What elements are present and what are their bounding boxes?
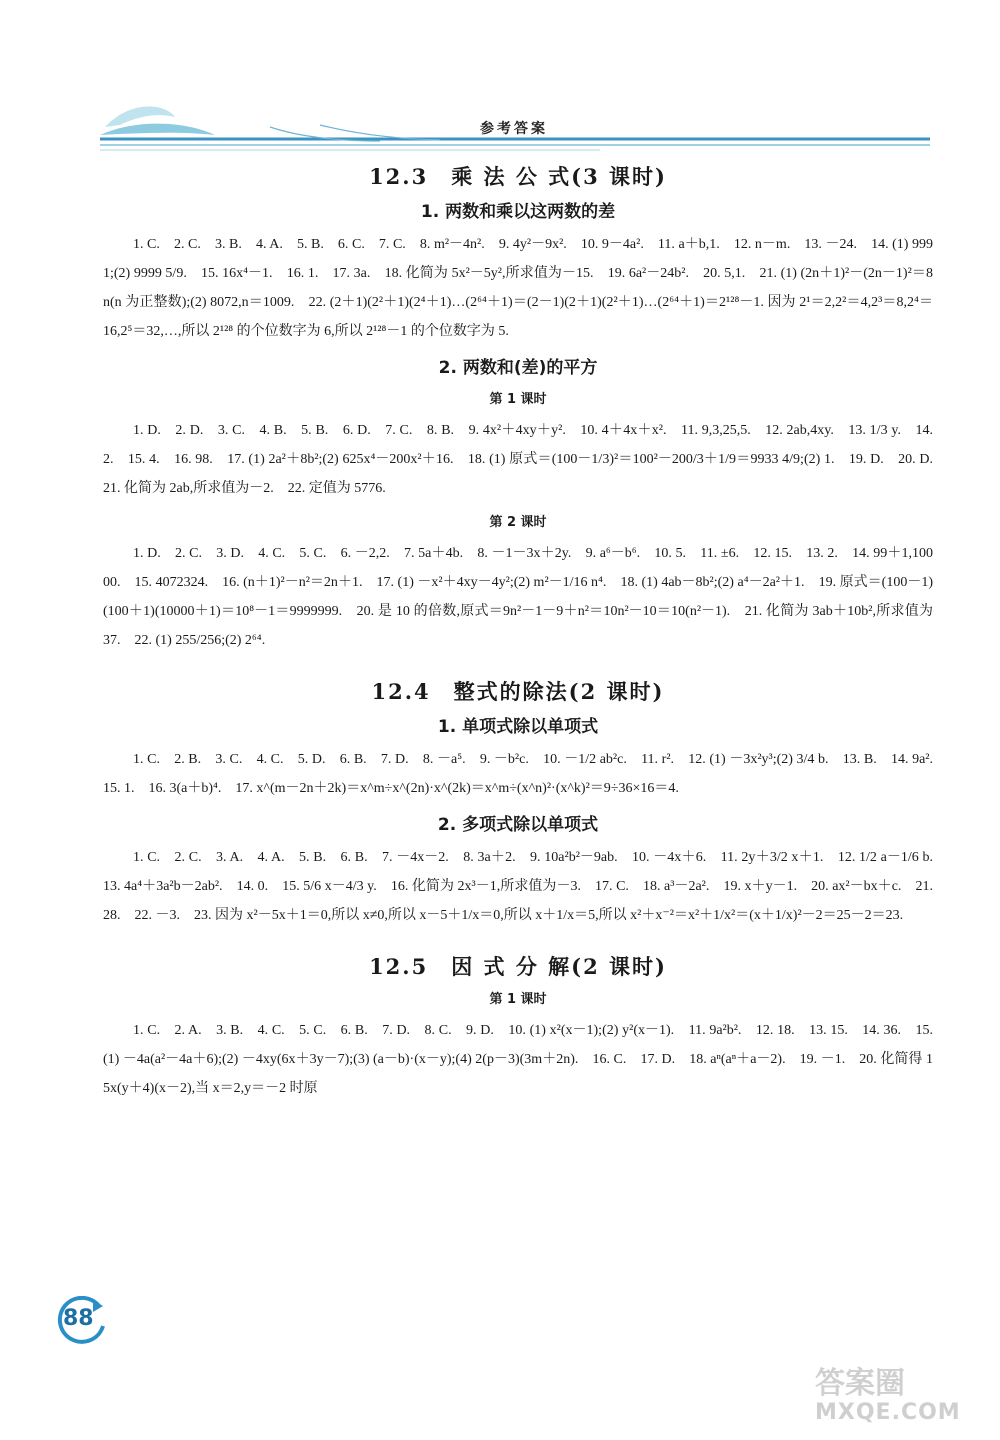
lesson-label: 第 1 课时 (489, 392, 547, 407)
answer-content (103, 162, 947, 1103)
header-title: 参考答案 (480, 121, 548, 137)
answer-paragraph: 1. D. 2. C. 3. D. 4. C. 5. C. 6. －2,2. 7. 5a＋4b. 8. －1－3x＋2y. 9. a⁶－b⁶. 10. 5. 11. ±6. 12. 15. 13. 2. 14. 99＋1,10000. 15. 4072324. 16. (n＋1)²－n²＝2n＋1. 17. (1) －x²＋4xy－4y²;(2) m²－1/16 n⁴. 18. (1) 4ab－8b²;(2) a⁴－2a²＋1. 19. 原式＝(100－1)(100＋1)(10000＋1)＝10⁸－1＝9999999. 20. 是 10 的倍数,原式＝9n²－1－9＋n²＝10n²－10＝10(n²－1). 21. 化简为 3ab＋10b²,所求值为 37. 22. (1) 255/256;(2) 2⁶⁴. (103, 546, 933, 648)
answer-paragraph: 1. C. 2. B. 3. C. 4. C. 5. D. 6. B. 7. D. 8. －a⁵. 9. －b²c. 10. －1/2 ab²c. 11. r². 12. (1) －3x²y³;(2) 3/4 b. 13. B. 14. 9a². 15. 1. 16. 3(a＋b)⁴. 17. x^(m－2n＋2k)＝x^m÷x^(2n)·x^(2k)＝x^m÷(x^n)²·(x^k)²＝9÷36×16＝4. (103, 752, 947, 796)
answer-paragraph: 1. C. 2. C. 3. B. 4. A. 5. B. 6. C. 7. C. 8. m²－4n². 9. 4y²－9x². 10. 9－4a². 11. a＋b,1. 12. n－m. 13. －24. 14. (1) 9991;(2) 9999 5/9. 15. 16x⁴－1. 16. 1. 17. 3a. 18. 化简为 5x²－5y²,所求值为－15. 19. 6a²－24b². 20. 5,1. 21. (1) (2n＋1)²－(2n－1)²＝8n(n 为正整数);(2) 8072,n＝1009. 22. (2＋1)(2²＋1)(2⁴＋1)…(2⁶⁴＋1)＝(2－1)(2＋1)(2²＋1)…(2⁶⁴＋1)＝2¹²⁸－1. 因为 2¹＝2,2²＝4,2³＝8,2⁴＝16,2⁵＝32,…,所以 2¹²⁸ 的个位数字为 6,所以 2¹²⁸－1 的个位数字为 5. (103, 237, 933, 339)
page-number: 88 (63, 1306, 94, 1331)
answer-paragraph: 1. D. 2. D. 3. C. 4. B. 5. B. 6. D. 7. C. 8. B. 9. 4x²＋4xy＋y². 10. 4＋4x＋x². 11. 9,3,25,5. 12. 2ab,4xy. 13. 1/3 y. 14. 2. 15. 4. 16. 98. 17. (1) 2a²＋8b²;(2) 625x⁴－200x²＋16. 18. (1) 原式＝(100－1/3)²＝100²－200/3＋1/9＝9933 4/9;(2) 1. 19. D. 20. D. 21. 化简为 2ab,所求值为－2. 22. 定值为 5776. (103, 423, 947, 496)
watermark-url: MXQE.COM (815, 1400, 961, 1425)
subsection-title: 2. 多项式除以单项式 (437, 815, 599, 835)
answer-paragraph: 1. C. 2. A. 3. B. 4. C. 5. C. 6. B. 7. D. 8. C. 9. D. 10. (1) x²(x－1);(2) y²(x－1). 11. 9a²b². 12. 18. 13. 15. 14. 36. 15. (1) －4a(a²－4a＋6);(2) －4xy(6x＋3y－7);(3) (a－b)·(x－y);(4) 2(p－3)(3m＋2n). 16. C. 17. D. 18. aⁿ(aⁿ＋a－2). 19. －1. 20. 化简得 15x(y＋4)(x－2),当 x＝2,y＝－2 时原 (103, 1023, 933, 1096)
section-title-12-4: 12.4 整式的除法(2 课时) (371, 679, 665, 704)
answer-paragraph: 1. C. 2. C. 3. A. 4. A. 5. B. 6. B. 7. －4x－2. 8. 3a＋2. 9. 10a²b²－9ab. 10. －4x＋6. 11. 2y＋3/2 x＋1. 12. 1/2 a－1/6 b. 13. 4a⁴＋3a²b－2ab². 14. 0. 15. 5/6 x－4/3 y. 16. 化简为 2x³－1,所求值为－3. 17. C. 18. a³－2a². 19. x＋y－1. 20. ax²－bx＋c. 21. 28. 22. －3. 23. 因为 x²－5x＋1＝0,所以 x≠0,所以 x－5＋1/x＝0,所以 x＋1/x＝5,所以 x²＋x⁻²＝x²＋1/x²＝(x＋1/x)²－2＝25－2＝23. (103, 850, 947, 923)
subsection-title: 1. 两数和乘以这两数的差 (420, 202, 616, 222)
watermark-logo: 答案圈 (815, 1366, 905, 1401)
section-title-12-5: 12.5 因 式 分 解(2 课时) (369, 954, 667, 979)
lesson-label: 第 2 课时 (489, 515, 547, 530)
page-number-badge (55, 1296, 107, 1348)
section-title-12-3: 12.3 乘 法 公 式(3 课时) (369, 164, 667, 189)
page-header (0, 95, 1000, 165)
subsection-title: 2. 两数和(差)的平方 (438, 358, 598, 378)
subsection-title: 1. 单项式除以单项式 (437, 717, 599, 737)
lesson-label: 第 1 课时 (489, 992, 547, 1007)
